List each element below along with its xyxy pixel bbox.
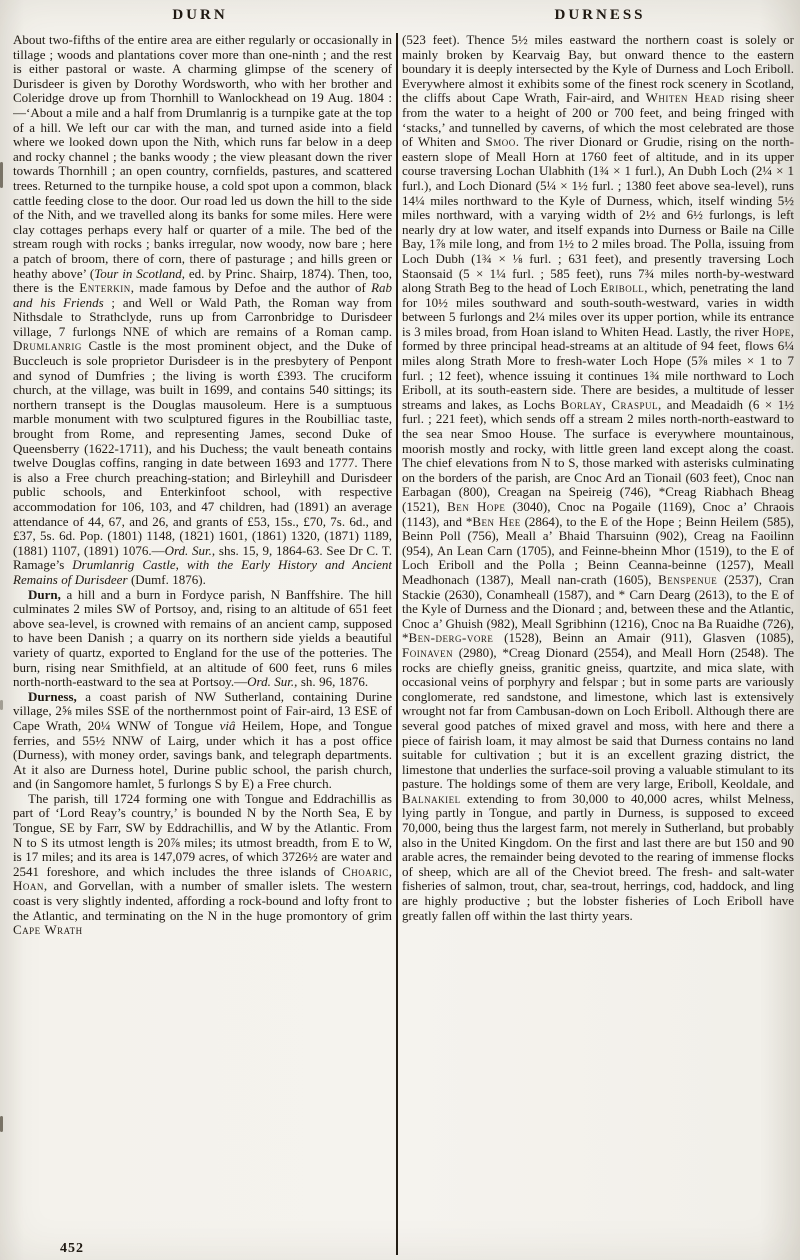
paragraph: [13, 588, 392, 690]
text-segment-plain: (3040), Cnoc na Pogaile (1169), Cnoc a’ Chraois (1143), and *: [402, 499, 794, 529]
text-segment-smallcaps: Choaric: [342, 863, 389, 879]
text-segment-plain: (Dumf. 1876).: [127, 571, 206, 587]
text-segment-plain: (2864), to the E of the Hope ; Beinn Heilem (585), Beinn Poll (756), Meall a’ Bhaid Tharsuinn (902), Creag na Faoilinn (954), An Lean Carn (1705), and Feinne-bheinn Mhor (1519), to the E of Loch Eriboll and the Polla ; Beinn Ceanna-beinne (1257), Meall Meadhonach (1387), Meall nan-crath (1605),: [402, 513, 794, 587]
text-segment-plain: About two-fifths of the entire area are either regularly or occasionally in tillage ; woods and plantations cover more than one-ninth ; and the rest is either pastoral or waste. A charming glimpse of the scenery of Durisdeer is given by Dorothy Wordsworth, who with her brother and Coleridge drove up from Thornhill to Wanlockhead on 19 Aug. 1804 :—‘About a mile and a half from Drumlanrig is a turnpike gate at the top of a hill. We left our car with the man, and turned aside into a field where we looked down upon the Nith, which runs far below in a deep and rocky channel ; the banks woody ; the view pleasant down the river towards Thornhill ; an open country, cornfields, pastures, and scattered trees. Returned to the turnpike house, a cold spot upon a common, black cattle feeding close to the door. Our road led us down the hill to the side of the Nith, and we travelled along its banks for some miles. Here were clay cottages perhaps every half or quarter of a mile. The bed of the stream rough with rocks ; banks irregular, now woody, now bare ; here a patch of broom, there of corn, there of pasturage ; and hills green or heathy above’ (: [13, 33, 392, 281]
running-head-right: DURNESS: [554, 7, 646, 23]
text-segment-smallcaps: Hoan: [13, 878, 44, 894]
text-segment-italic: Tour in Scotland: [94, 265, 182, 281]
text-segment-plain: (1528), Beinn an Amair (911), Glasven (1085),: [493, 630, 794, 646]
page-number: 452: [60, 1241, 84, 1256]
left-column: [13, 33, 392, 1255]
running-head-left: DURN: [172, 7, 228, 23]
text-segment-plain: , sh. 96, 1876.: [294, 674, 369, 690]
text-segment-plain: rising sheer from the water to a height of 200 or 700 feet, and being fringed with ‘stacks,’ and tunnelled by caverns, of which the most celebrated are those of Whiten and: [402, 90, 794, 150]
text-segment-plain: , made famous by Defoe and the author of: [130, 280, 372, 296]
text-segment-plain: , which, penetrating the land for 10½ miles southward and south-south-westward, varies in width between 5 furlongs and 2¼ miles over its upper portion, while its entrance is 3 miles broad, from Hoan island to Whiten Head. Lastly, the river: [402, 280, 794, 339]
text-segment-plain: ,: [388, 863, 392, 879]
scan-artifact-mark: [0, 1116, 3, 1132]
text-segment-plain: ,: [602, 396, 612, 412]
text-columns: [0, 29, 800, 1255]
text-segment-smallcaps: Foinaven: [402, 644, 454, 660]
text-segment-smallcaps: Whiten Head: [645, 90, 725, 106]
text-segment-italic: viâ: [219, 717, 236, 733]
text-segment-plain: , and Gorvellan, with a number of smaller islets. The western coast is very slightly indented, affording a rock-bound and lofty front to the Atlantic, and terminating on the N in the huge promontory of grim: [13, 878, 392, 923]
text-segment-smallcaps: Hope: [762, 323, 791, 339]
text-segment-plain: , shs. 15, 9, 1864-63. See Dr C. T. Ramage’s: [13, 542, 392, 573]
running-heads: [0, 0, 800, 29]
text-segment-plain: a hill and a burn in Fordyce parish, N Banffshire. The hill culminates 2 miles SW of Portsoy, and, rising to an altitude of 651 feet above sea-level, is crowned with remains of an ancient camp, supposed to have been Danish ; a quarry on its northern side yields a beautiful variety of quartz, exported to England for the use of the potteries. The burn, rising near Smithfield, at an altitude of 600 feet, runs 6 miles north-north-eastward to the sea at Portsoy.—: [13, 586, 392, 690]
text-segment-plain: ; and Well or Wald Path, the Roman way from Nithsdale to Strathclyde, runs up from Carronbridge to Durisdeer village, 7 furlongs NNE of which are remains of a Roman camp.: [13, 294, 392, 339]
text-segment-smallcaps: Enterkin: [79, 280, 131, 296]
text-segment-plain: The parish, till 1724 forming one with Tongue and Eddrachillis as part of ‘Lord Reay’s country,’ is bounded N by the North Sea, E by Tongue, SE by Farr, SW by Eddrachillis, and W by the Atlantic. From N to S its utmost length is 20⅞ miles; its utmost breadth, from E to W, is 17 miles; and its area is 147,079 acres, of which 3726½ are water and 2541 foreshore, and which includes the three islands of: [13, 790, 392, 879]
paragraph: [13, 33, 392, 588]
paragraph: [13, 690, 392, 792]
text-segment-smallcaps: Craspul: [611, 396, 658, 412]
right-column: [402, 33, 794, 1255]
text-segment-smallcaps: Ben Hope: [447, 499, 506, 514]
paragraph: [402, 33, 794, 923]
text-segment-smallcaps: Borlay: [560, 396, 603, 412]
text-segment-smallcaps: Ben-derg-vore: [408, 630, 494, 646]
text-segment-plain: (2537), Cran Stackie (2630), Conamheall (1587), and * Carn Dearg (2613), to the E of the Kyle of Durness and the Dionard ; and, between these and the Atlantic, Cnoc a’ Ghuish (982), Meall Sgribhinn (1216), Cnoc na Ba Ruaidhe (726), *: [402, 571, 794, 646]
scan-artifact-mark: [0, 162, 3, 188]
text-segment-smallcaps: Smoo: [485, 134, 516, 150]
text-segment-smallcaps: Eriboll: [600, 280, 645, 296]
text-segment-smallcaps: Drumlanrig: [13, 338, 82, 354]
text-segment-italic: Drumlanrig Castle, with the Early History and Ancient Remains of Durisdeer: [13, 557, 392, 587]
paragraph: [13, 792, 392, 938]
text-segment-italic: Rab and his Friends: [13, 280, 392, 310]
text-segment-plain: , and Meadaidh (6 × 1½ furl. ; 221 feet), which sends off a stream 2 miles north-north-eastward to the sea near Smoo House. The surface is everywhere mountainous, moorish mostly and rocky, with little green land except along the coast. The chief elevations from N to S, those marked with asterisks culminating on the borders of the parish, are Cnoc Ard an Tionail (603 feet), Cnoc nan Earbagan (800), Creagan na Speireig (746), *Creag Riabhach Bheag (1521),: [402, 396, 794, 514]
text-segment-bold: Durness,: [28, 688, 77, 704]
column-divider-rule: [396, 33, 398, 1255]
text-segment-italic: Ord. Sur.: [247, 674, 295, 690]
text-segment-smallcaps: Benspenue: [658, 571, 718, 587]
text-segment-plain: . The river Dionard or Grudie, rising on the north-eastern slope of Meall Horn at 1760 feet of altitude, and in its upper course traversing Lochan Ulabhith (1¾ × 1 furl.), An Dubh Loch (2¼ × 1 furl.), and Loch Dionard (5¼ × 1½ furl. ; 1380 feet above sea-level), runs 14¼ miles northward to the Kyle of Durness, which, itself winding 5½ miles northward, with a varying width of 2½ and 6½ furlongs, is left nearly dry at low water, and itself expands into Durness or Baile na Cille Bay, 1⅞ mile long, and from 1½ to 2 miles broad. The Polla, issuing from Loch Dubh (1¾ × ⅛ furl. ; 631 feet), and presently traversing Loch Staonsaid (5 × 1¼ furl. ; 585 feet), runs 7¾ miles north-by-westward along Strath Beg to the head of Loch: [402, 134, 794, 296]
text-segment-smallcaps: Ben Hee: [472, 513, 521, 529]
text-segment-plain: extending to from 30,000 to 40,000 acres, whilst Melness, lying partly in Tongue, and partly in Durness, is supposed to exceed 70,000, being thus the largest farm, not merely in Sutherland, but probably also in the United Kingdom. On the first and last there are but 150 and 90 arable acres, the remainder being devoted to the rearing of immense flocks of sheep, which are all of the Cheviot breed. The fresh- and salt-water fisheries of salmon, trout, char, sea-trout, herrings, cod, haddock, and ling are highly productive ; but the lobster fisheries of Loch Eriboll have greatly fallen off within the last thirty years.: [402, 790, 794, 923]
text-segment-bold: Durn,: [28, 586, 61, 602]
text-segment-plain: , formed by three principal head-streams at an altitude of 94 feet, flows 6¼ miles along Strath More to fresh-water Loch Hope (5⅞ miles × 1 to 7 furl. ; 12 feet), whence issuing it continues 1¾ mile northward to Loch Eriboll, at its south-eastern side. There are besides, a multitude of lesser streams and lakes, as Lochs: [402, 323, 794, 412]
text-segment-plain: Castle is the most prominent object, and the Duke of Buccleuch is sole proprietor Durisdeer is in the presbytery of Penpont and synod of Dumfries ; the living is worth £393. The cruciform church, at the village, was built in 1699, and contains 540 sittings; its northern transept is the Douglas mausoleum. Here is a sumptuous marble monument with two sculptured figures in the Roubilliac taste, brought from Rome, and representing James, second Duke of Queensberry (1622-1711), and his Duchess; the vault beneath contains twelve Douglas coffins, ranging in date between 1693 and 1777. There is also a Free church preaching-station; and Birleyhill and Durisdeer public schools, and Enterkinfoot school, with respective accommodation for 106, 103, and 47 children, had (1891) an average attendance of 44, 67, and 26, and grants of £53, 15s., £70, 7s. 6d., and £37, 5s. 6d. Pop. (1801) 1148, (1821) 1601, (1861) 1320, (1871) 1189, (1881) 1107, (1891) 1076.—: [13, 338, 392, 558]
scan-artifact-mark: [0, 700, 3, 710]
text-segment-plain: (2980), *Creag Dionard (2554), and Meall Horn (2548). The rocks are chiefly gneiss, granitic gneiss, quartzite, and mica slate, with occasional veins of porphyry and felspar ; but in some parts are variously conglomerate, red sandstone, and limestone, which last is extensively wrought not far from Cambusan-down on Loch Eriboll. Although there are several good patches of mixed gravel and moss, with here and there a piece of fairish loam, it may almost be said that Durness contains no land suitable for cultivation ; but it is an excellent grazing district, the limestone that underlies the surface-soil proving a valuable stimulant to its pasture. The holdings some of them are very large, Eriboll, Keoldale, and: [402, 644, 794, 792]
text-segment-plain: , ed. by Princ. Shairp, 1874). Then, too, there is the: [13, 265, 392, 296]
text-segment-plain: a coast parish of NW Sutherland, containing Durine village, 2⅝ miles SSE of the northernmost point of Fair-aird, 13 ESE of Cape Wrath, 20¼ WNW of Tongue: [13, 688, 392, 733]
text-segment-italic: Ord. Sur.: [164, 542, 212, 558]
text-segment-smallcaps: Balnakiel: [402, 790, 461, 806]
text-segment-plain: Heilem, Hope, and Tongue ferries, and 55½ NNW of Lairg, under which it has a post office (Durness), with money order, savings bank, and telegraph departments. At it also are Durness hotel, Durine public school, the parish church, and (in Sangomore hamlet, 5 furlongs S by E) a Free church.: [13, 717, 392, 792]
text-segment-smallcaps: Cape Wrath: [13, 922, 83, 938]
text-segment-plain: (523 feet). Thence 5½ miles eastward the northern coast is solely or mainly broken by Kearvaig Bay, but onward thence to the eastern boundary it is deeply intersected by the Kyle of Durness and Loch Eriboll. Everywhere almost it exhibits some of the finest rock scenery in Scotland, the cliffs about Cape Wrath, Fair-aird, and: [402, 33, 794, 106]
